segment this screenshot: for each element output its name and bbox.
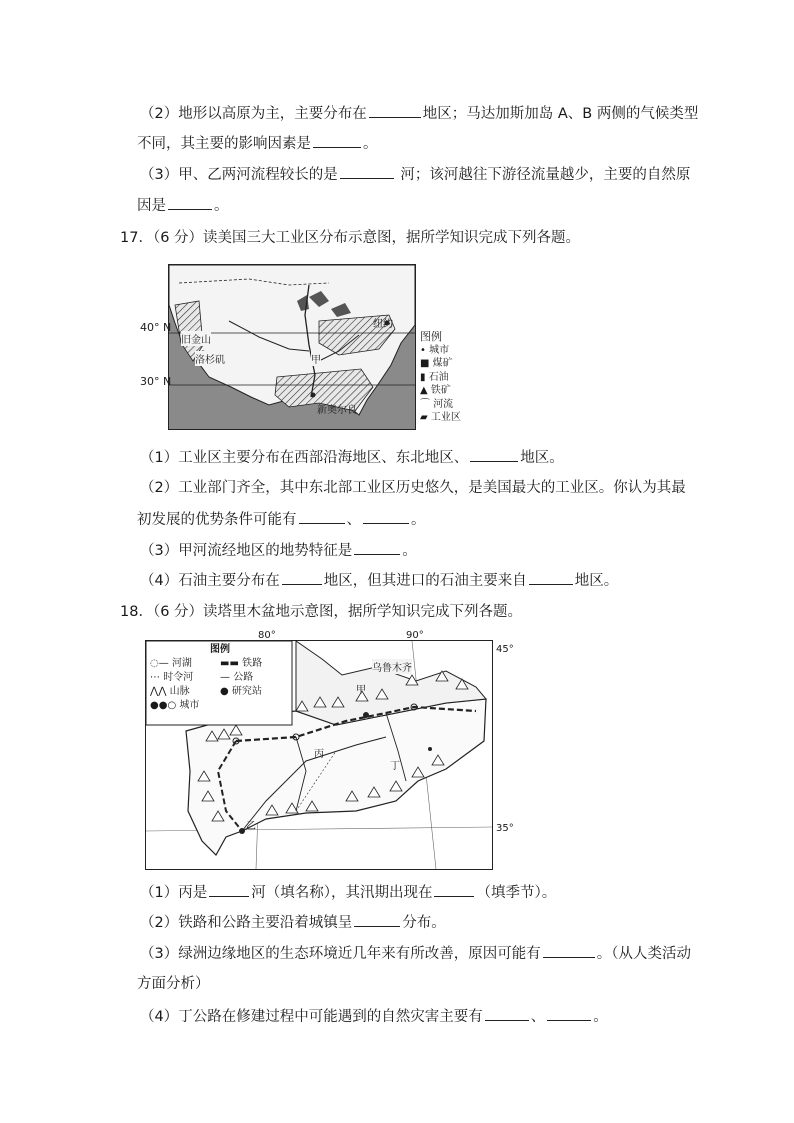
city-label-urumqi: 乌鲁木齐 bbox=[372, 659, 412, 674]
legend-title: 图例 bbox=[420, 330, 442, 343]
answer-blank[interactable] bbox=[434, 882, 474, 897]
legend-row: ●●○ 城市 bbox=[150, 700, 200, 711]
lake-icon: ◌— bbox=[150, 658, 172, 669]
usa-map-graphic bbox=[169, 265, 415, 429]
q16-part2-line2: 不同，其主要的影响因素是 。 bbox=[137, 133, 378, 154]
city-label-new-orleans: 新奥尔良 bbox=[317, 405, 357, 416]
label-ding: 丁 bbox=[390, 761, 400, 772]
legend-row: ◌— 河湖 ▬▬ 铁路 bbox=[150, 658, 263, 669]
q18-title: 18．（6 分）读塔里木盆地示意图，据所学知识完成下列各题。 bbox=[120, 604, 523, 620]
industrial-zone-icon: ▰ bbox=[420, 412, 431, 423]
q16-part3-line1: （3）甲、乙两河流程较长的是 河；该河越往下游径流量越少，主要的自然原 bbox=[140, 164, 690, 185]
answer-blank[interactable] bbox=[282, 570, 322, 585]
answer-blank[interactable] bbox=[529, 570, 573, 585]
answer-blank[interactable] bbox=[209, 882, 249, 897]
label-bing: 丙 bbox=[314, 749, 324, 760]
city-dot-icon: • bbox=[420, 344, 430, 356]
q17-part1: （1）工业区主要分布在西部沿海地区、东北地区、 地区。 bbox=[140, 447, 564, 468]
q17-part4: （4）石油主要分布在 地区，但其进口的石油主要来自 地区。 bbox=[140, 570, 618, 591]
q16-part3-line2: 因是 。 bbox=[137, 195, 229, 216]
q18-part3-line2: 方面分析） bbox=[137, 976, 210, 992]
q17-legend bbox=[420, 330, 461, 425]
answer-blank[interactable] bbox=[340, 164, 394, 179]
answer-blank[interactable] bbox=[547, 1006, 591, 1021]
legend-row: ⋀⋀ 山脉 ● 研究站 bbox=[150, 686, 262, 697]
legend-item: ⌒ 河流 bbox=[420, 398, 454, 410]
q18-part4: （4）丁公路在修建过程中可能遇到的自然灾害主要有 、 。 bbox=[140, 1006, 608, 1027]
label-jia: 甲 bbox=[356, 685, 366, 696]
answer-blank[interactable] bbox=[543, 943, 595, 958]
lat-label-35: 35° bbox=[496, 823, 514, 834]
legend-item: ▲ 铁矿 bbox=[420, 385, 451, 396]
q18-part3-line1: （3）绿洲边缘地区的生态环境近几年来有所改善，原因可能有 。（从人类活动 bbox=[140, 943, 691, 964]
q17-part3: （3）甲河流经地区的地势特征是 。 bbox=[140, 540, 417, 561]
q17-title: 17．（6 分）读美国三大工业区分布示意图，据所学知识完成下列各题。 bbox=[120, 230, 581, 246]
lon-label-90: 90° bbox=[406, 630, 424, 641]
answer-blank[interactable] bbox=[299, 509, 345, 524]
river-label-jia: 甲 bbox=[311, 351, 321, 366]
lat-label-30n: 30° N bbox=[140, 375, 172, 388]
road-icon: — bbox=[220, 672, 234, 683]
answer-blank[interactable] bbox=[369, 103, 421, 118]
seasonal-river-icon: ⋯ bbox=[150, 672, 164, 683]
oil-icon: ▮ bbox=[420, 371, 429, 383]
q18-part2: （2）铁路和公路主要沿着城镇呈 分布。 bbox=[140, 912, 446, 933]
railway-icon: ▬▬ bbox=[220, 658, 243, 669]
iron-icon: ▲ bbox=[420, 385, 431, 396]
legend-row: ⋯ 时令河 — 公路 bbox=[150, 672, 254, 683]
answer-blank[interactable] bbox=[485, 1006, 529, 1021]
mountain-icon: ⋀⋀ bbox=[150, 686, 170, 697]
answer-blank[interactable] bbox=[354, 912, 400, 927]
usa-industrial-map bbox=[168, 264, 416, 430]
tarim-basin-map bbox=[145, 640, 493, 870]
city-icon: ●●○ bbox=[150, 700, 180, 711]
answer-blank[interactable] bbox=[363, 509, 409, 524]
label-yi: 乙 bbox=[246, 821, 256, 832]
station-icon: ● bbox=[220, 686, 232, 697]
q18-part1: （1）丙是 河（填名称），其汛期出现在 （填季节）。 bbox=[140, 882, 556, 903]
q17-part2-line2: 初发展的优势条件可能有 、 。 bbox=[137, 509, 426, 530]
legend-item: ■ 煤矿 bbox=[420, 358, 453, 369]
lon-label-80: 80° bbox=[258, 630, 276, 641]
legend-item: ▮ 石油 bbox=[420, 371, 449, 383]
answer-blank[interactable] bbox=[354, 540, 400, 555]
q17-part2-line1: （2）工业部门齐全，其中东北部工业区历史悠久，是美国最大的工业区。你认为其最 bbox=[140, 480, 686, 496]
city-label-los-angeles: 洛杉矶 bbox=[195, 351, 225, 366]
legend-title: 图例 bbox=[210, 644, 230, 655]
answer-blank[interactable] bbox=[313, 133, 361, 148]
lat-label-45: 45° bbox=[496, 644, 514, 655]
q18-legend bbox=[150, 643, 290, 713]
city-label-new-york: 纽约 bbox=[373, 319, 393, 330]
river-icon: ⌒ bbox=[420, 398, 434, 410]
legend-item: ▰ 工业区 bbox=[420, 412, 461, 423]
answer-blank[interactable] bbox=[470, 447, 518, 462]
city-label-san-francisco: 旧金山 bbox=[181, 331, 211, 346]
q16-part2-line1: （2）地形以高原为主，主要分布在 地区；马达加斯加岛 A、B 两侧的气候类型 bbox=[140, 103, 698, 124]
coal-icon: ■ bbox=[420, 358, 433, 369]
legend-item: • 城市 bbox=[420, 344, 450, 356]
answer-blank[interactable] bbox=[168, 195, 212, 210]
lat-label-40n: 40° N bbox=[140, 321, 172, 334]
